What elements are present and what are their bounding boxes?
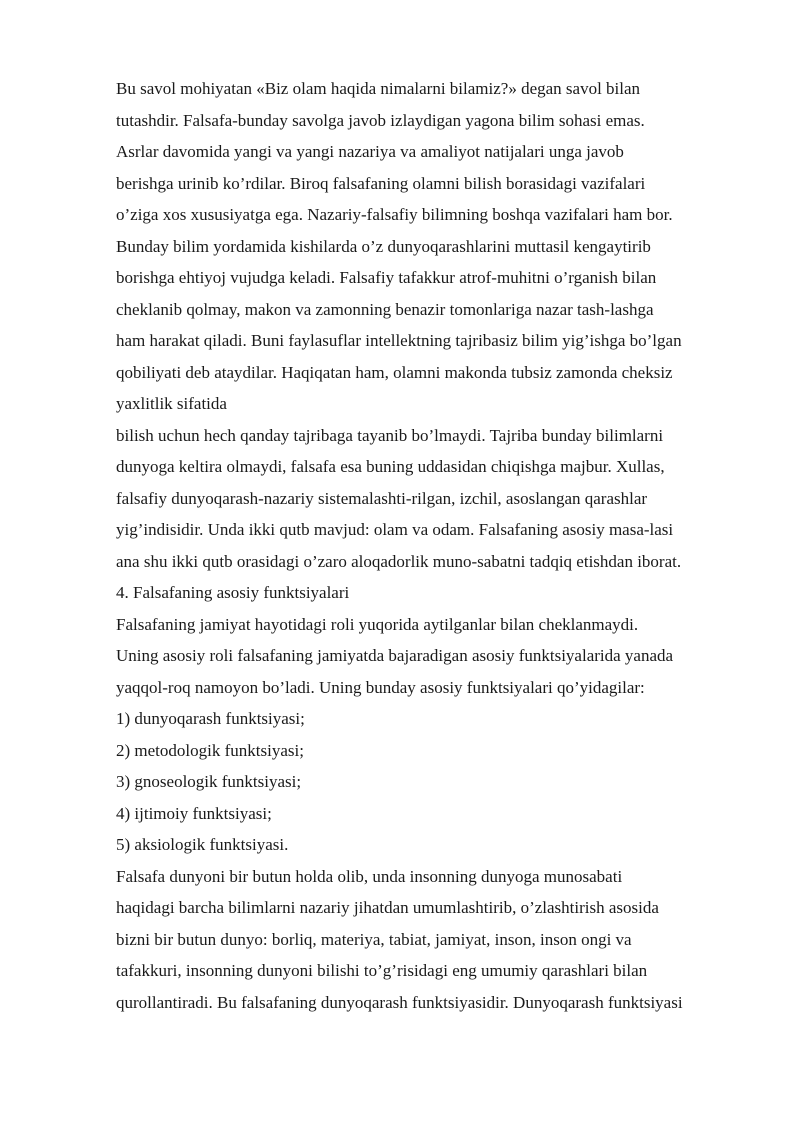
text-line: ham harakat qiladi. Buni faylasuflar intellektning tajribasiz bilim yig’ishga bo’lgan [116, 331, 682, 350]
list-item: 4) ijtimoiy funktsiyasi; [116, 803, 272, 823]
text-line: cheklanib qolmay, makon va zamonning benazir tomonlariga nazar tash-lashga [116, 299, 654, 319]
text-line: ana shu ikki qutb orasidagi o’zaro aloqadorlik muno-sabatni tadqiq etishdan iborat. [116, 551, 682, 571]
text-line: berishga urinib ko’rdilar. Biroq falsafaning olamni bilish borasidagi vazifalari [116, 173, 646, 193]
list-item: 1) dunyoqarash funktsiyasi; [116, 709, 305, 728]
text-line: haqidagi barcha bilimlarni nazariy jihatdan umumlashtirib, o’zlashtirish asosida [116, 898, 659, 917]
list-item: 5) aksiologik funktsiyasi. [116, 835, 289, 854]
text-line: Falsafa dunyoni bir butun holda olib, unda insonning dunyoga munosabati [116, 866, 623, 886]
text-line: tafakkuri, insonning dunyoni bilishi to’g’risidagi eng umumiy qarashlari bilan [116, 961, 648, 980]
text-line: o’ziga xos xususiyatga ega. Nazariy-falsafiy bilimning boshqa vazifalari ham bor. [116, 205, 673, 224]
list-item: 3) gnoseologik funktsiyasi; [116, 772, 302, 791]
text-line: Uning asosiy roli falsafaning jamiyatda bajaradigan asosiy funktsiyalarida yanada [116, 646, 674, 665]
text-line: Bunday bilim yordamida kishilarda o’z dunyoqarashlarini muttasil kengaytirib [116, 236, 651, 256]
list-item: 2) metodologik funktsiyasi; [116, 740, 304, 760]
text-line: tutashdir. Falsafa-bunday savolga javob izlaydigan yagona bilim sohasi emas. [116, 110, 645, 130]
text-line: falsafiy dunyoqarash-nazariy sistemalashti-rilgan, izchil, asoslangan qarashlar [116, 488, 648, 508]
text-line: qurollantiradi. Bu falsafaning dunyoqarash funktsiyasidir. Dunyoqarash funktsiyasi [116, 992, 683, 1012]
text-line: yaqqol-roq namoyon bo’ladi. Uning bunday asosiy funktsiyalari qo’yidagilar: [116, 677, 645, 697]
document-body [116, 73, 756, 1018]
text-line: yig’indisidir. Unda ikki qutb mavjud: olam va odam. Falsafaning asosiy masa-lasi [116, 520, 674, 539]
text-line: bizni bir butun dunyo: borliq, materiya, tabiat, jamiyat, inson, inson ongi va [116, 929, 632, 949]
text-line: Falsafaning jamiyat hayotidagi roli yuqorida aytilganlar bilan cheklanmaydi. [116, 614, 639, 634]
section-heading: 4. Falsafaning asosiy funktsiyalari [116, 583, 350, 602]
text-line: yaxlitlik sifatida [116, 394, 227, 413]
text-line: qobiliyati deb ataydilar. Haqiqatan ham, olamni makonda tubsiz zamonda cheksiz [116, 362, 673, 382]
text-line: Bu savol mohiyatan «Biz olam haqida nimalarni bilamiz?» degan savol bilan [116, 79, 641, 98]
text-line: borishga ehtiyoj vujudga keladi. Falsafiy tafakkur atrof-muhitni o’rganish bilan [116, 268, 657, 287]
text-line: bilish uchun hech qanday tajribaga tayanib bo’lmaydi. Tajriba bunday bilimlarni [116, 425, 664, 445]
text-line: Asrlar davomida yangi va yangi nazariya va amaliyot natijalari unga javob [116, 142, 624, 161]
text-line: dunyoga keltira olmaydi, falsafa esa buning uddasidan chiqishga majbur. Xullas, [116, 457, 665, 476]
